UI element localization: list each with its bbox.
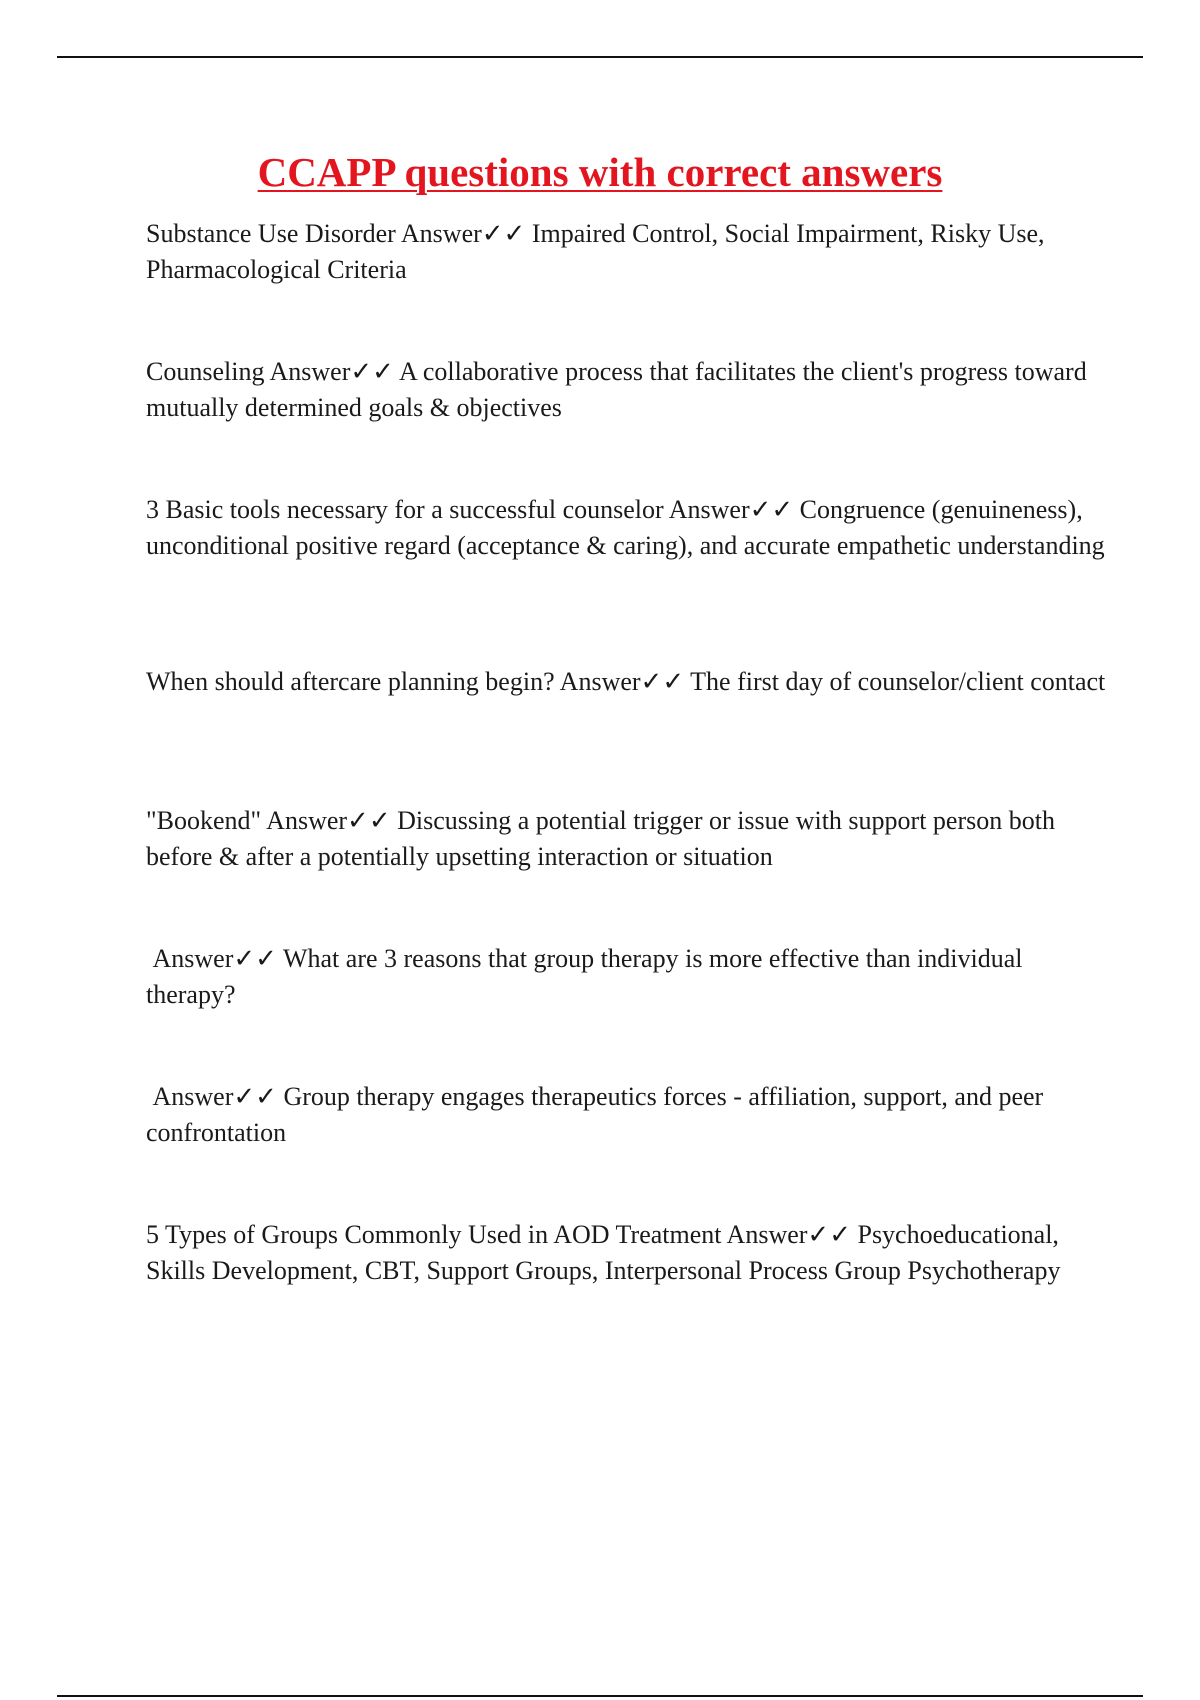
qa-item-substance-use-disorder: Substance Use Disorder Answer✓✓ Impaired Control, Social Impairment, Risky Use, Pharmacological Criteria	[146, 219, 1045, 284]
qa-item-group-therapy-answer: Answer✓✓ Group therapy engages therapeutics forces - affiliation, support, and peer confrontation	[146, 1082, 1050, 1147]
qa-item-group-types: 5 Types of Groups Commonly Used in AOD Treatment Answer✓✓ Psychoeducational, Skills Development, CBT, Support Groups, Interpersonal Process Group Psychotherapy	[146, 1220, 1061, 1285]
top-rule	[57, 56, 1143, 58]
page-title: CCAPP questions with correct answers	[257, 149, 943, 195]
qa-item-aftercare: When should aftercare planning begin? Answer✓✓ The first day of counselor/client contact	[146, 667, 1106, 696]
bottom-rule	[57, 1695, 1143, 1697]
qa-item-bookend: "Bookend" Answer✓✓ Discussing a potential trigger or issue with support person both before & after a potentially upsetting interaction or situation	[146, 806, 1055, 871]
qa-item-group-therapy-question: Answer✓✓ What are 3 reasons that group therapy is more effective than individual therapy?	[146, 944, 1030, 1009]
qa-item-counseling: Counseling Answer✓✓ A collaborative process that facilitates the client's progress toward mutually determined goals & objectives	[146, 357, 1087, 422]
qa-item-basic-tools: 3 Basic tools necessary for a successful counselor Answer✓✓ Congruence (genuineness), unconditional positive regard (acceptance & caring), and accurate empathetic understanding	[146, 495, 1105, 560]
